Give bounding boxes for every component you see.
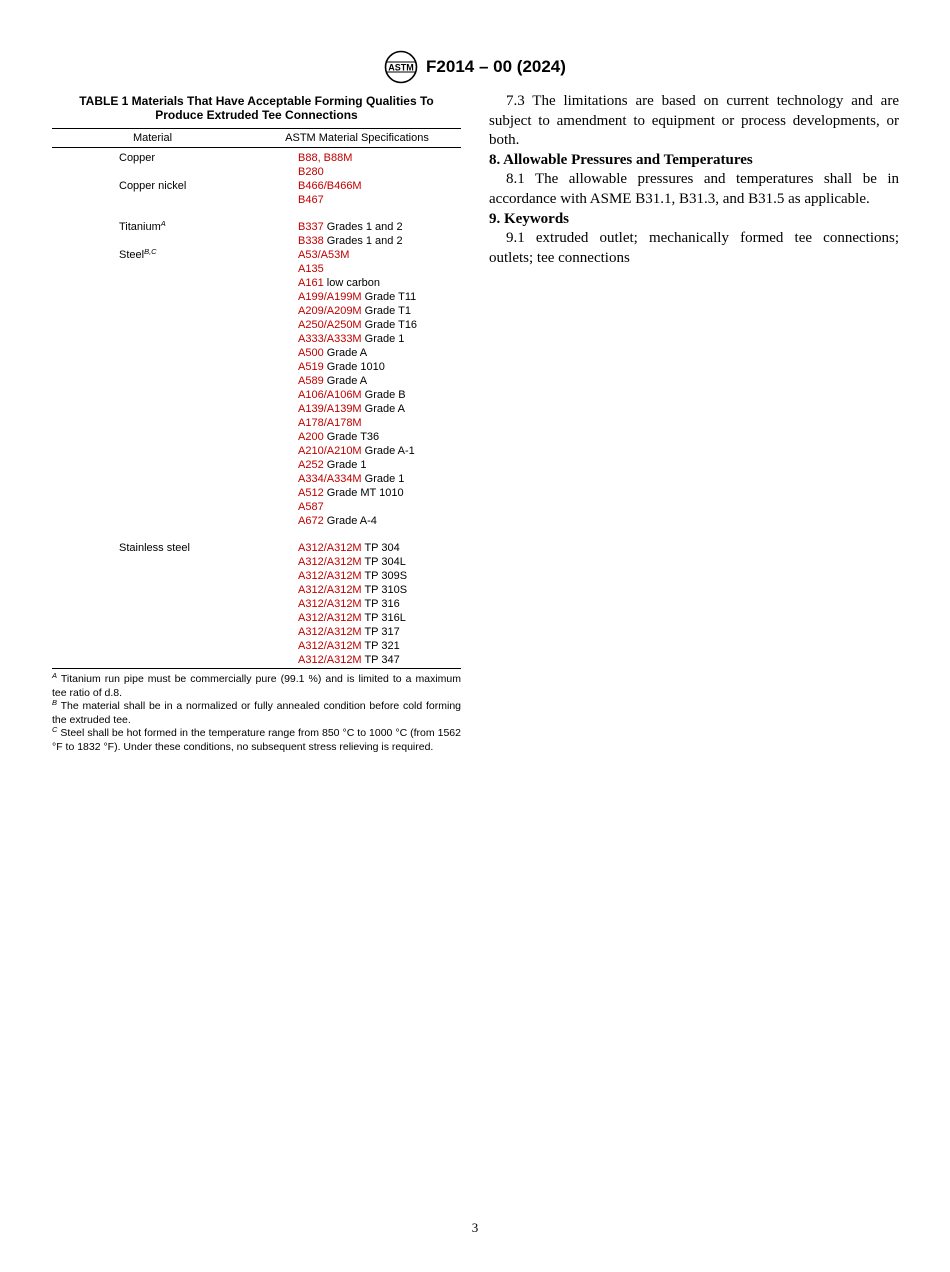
table-row [52, 220, 461, 234]
material-cell [52, 486, 253, 500]
spacer-row [52, 207, 461, 220]
footnote: $^C$ Steel shall be hot formed in the temperature range from 850 °C to 1000 °C (from 1562 °F to 1832 °F). Under these conditions, no subsequent stress relieving is required. [52, 725, 461, 753]
spec-cell [253, 569, 461, 583]
spec-cell [253, 611, 461, 625]
table-row [52, 248, 461, 262]
spec-cell [253, 276, 461, 290]
table-row [52, 346, 461, 360]
spec-grade: Grade T36 [323, 431, 380, 443]
section-8-heading: 8. Allowable Pressures and Temperatures [489, 151, 753, 168]
spec-reference-link[interactable]: A334/A334M [298, 473, 362, 485]
table-row [52, 430, 461, 444]
spec-reference-link[interactable]: A312/A312M [298, 542, 362, 554]
material-cell [52, 318, 253, 332]
material-cell [52, 262, 253, 276]
spec-grade: Grade 1 [361, 333, 405, 345]
spec-reference-link[interactable]: A139/A139M [298, 403, 362, 415]
spec-reference-link[interactable]: A312/A312M [298, 598, 362, 610]
material-cell [52, 332, 253, 346]
paragraph-7-3: 7.3 The limitations are based on current technology and are subject to amendment to equipment or process developments, or both. [489, 93, 899, 149]
spec-reference-link[interactable]: A589 [298, 375, 324, 387]
spec-grade: Grade B [361, 389, 406, 401]
spec-grade: Grade MT 1010 [323, 487, 404, 499]
spec-reference-link[interactable]: A135 [298, 263, 324, 275]
spec-reference-link[interactable]: A210/A210M [298, 445, 362, 457]
material-cell: Stainless steel [119, 542, 190, 554]
table-row [52, 276, 461, 290]
table-row [52, 514, 461, 528]
material-cell [52, 569, 253, 583]
spec-cell [253, 639, 461, 653]
material-cell: Titanium$^A$ [119, 219, 166, 233]
spec-cell [253, 500, 461, 514]
table-row [52, 653, 461, 668]
spec-cell [253, 193, 461, 207]
page-number: 3 [471, 1220, 479, 1235]
spec-reference-link[interactable]: A312/A312M [298, 654, 362, 666]
material-cell [52, 458, 253, 472]
paragraph-9-1: 9.1 extruded outlet; mechanically formed tee connections; outlets; tee connections [489, 230, 899, 266]
spec-cell [253, 430, 461, 444]
spec-reference-link[interactable]: A312/A312M [298, 556, 362, 568]
material-cell [52, 611, 253, 625]
table-row [52, 234, 461, 248]
spec-cell [253, 541, 461, 555]
material-cell [52, 290, 253, 304]
table-row [52, 486, 461, 500]
spec-cell [253, 234, 461, 248]
spec-reference-link[interactable]: A209/A209M [298, 305, 362, 317]
spec-cell [253, 360, 461, 374]
table-row [52, 541, 461, 555]
table-row [52, 500, 461, 514]
material-cell [52, 444, 253, 458]
table-row [52, 597, 461, 611]
astm-logo-icon [384, 50, 418, 84]
material-cell [52, 472, 253, 486]
spec-reference-link[interactable]: B337 [298, 221, 324, 233]
material-cell [52, 374, 253, 388]
material-cell [52, 430, 253, 444]
spec-cell [253, 402, 461, 416]
table-row [52, 332, 461, 346]
spec-cell [253, 625, 461, 639]
column-header-material: Material [132, 132, 173, 144]
spec-cell [253, 583, 461, 597]
spec-reference-link[interactable]: A53/A53M [298, 249, 350, 261]
table-row [52, 179, 461, 193]
table-bottom-rule [52, 668, 461, 669]
spec-cell [253, 248, 461, 262]
spec-grade: TP 304 [361, 542, 400, 554]
spec-reference-link[interactable]: B338 [298, 235, 324, 247]
material-cell [52, 276, 253, 290]
table-row [52, 625, 461, 639]
material-cell [52, 165, 253, 179]
material-cell [52, 402, 253, 416]
footnote: $^A$ Titanium run pipe must be commercially pure (99.1 %) and is limited to a maximum tee ratio of d.8. [52, 671, 461, 699]
table-row [52, 555, 461, 569]
material-cell [52, 346, 253, 360]
material-cell [52, 234, 253, 248]
spec-grade: Grade T11 [361, 291, 417, 303]
material-cell: Steel$^{B,C}$ [119, 247, 157, 261]
table-row [52, 458, 461, 472]
footnote-mark: A [160, 219, 166, 228]
spec-cell [253, 179, 461, 193]
spec-reference-link[interactable]: A672 [298, 515, 324, 527]
material-cell [52, 360, 253, 374]
material-cell [52, 555, 253, 569]
spec-reference-link[interactable]: B467 [298, 194, 324, 206]
spec-reference-link[interactable]: A312/A312M [298, 626, 362, 638]
table-row [52, 388, 461, 402]
spec-grade: Grade A [323, 347, 368, 359]
spec-reference-link[interactable]: A587 [298, 501, 324, 513]
spec-cell [253, 332, 461, 346]
spec-grade: TP 321 [361, 640, 400, 652]
spec-cell [253, 318, 461, 332]
table-row [52, 360, 461, 374]
column-header-specs: ASTM Material Specifications [285, 132, 429, 144]
material-cell [52, 597, 253, 611]
spec-cell [253, 444, 461, 458]
table-row [52, 262, 461, 276]
spec-grade: TP 309S [361, 570, 408, 582]
material-cell [52, 416, 253, 430]
material-cell [52, 625, 253, 639]
spec-reference-link[interactable]: B466/B466M [298, 180, 362, 192]
material-cell [52, 514, 253, 528]
spec-grade: TP 316 [361, 598, 400, 610]
spec-grade: low carbon [323, 277, 380, 289]
spec-grade: Grade T16 [361, 319, 418, 331]
spec-grade: Grade A [323, 375, 368, 387]
spec-reference-link[interactable]: A500 [298, 347, 324, 359]
spec-reference-link[interactable]: A512 [298, 487, 324, 499]
material-cell [52, 639, 253, 653]
table-row [52, 444, 461, 458]
paragraph-8-1: 8.1 The allowable pressures and temperatures shall be in accordance with ASME B31.1, B31.3, and B31.5 as applicable. [489, 171, 899, 207]
material-cell [52, 304, 253, 318]
spec-reference-link[interactable]: A333/A333M [298, 333, 362, 345]
spec-cell [253, 555, 461, 569]
spec-grade: Grades 1 and 2 [323, 235, 403, 247]
table-row [52, 639, 461, 653]
materials-table-block [52, 94, 461, 755]
spec-cell [253, 165, 461, 179]
table-row [52, 165, 461, 179]
spec-grade: TP 316L [361, 612, 406, 624]
spec-grade: Grades 1 and 2 [323, 221, 403, 233]
spec-reference-link[interactable]: A519 [298, 361, 324, 373]
spec-grade: Grade A [361, 403, 406, 415]
table-row [52, 148, 461, 165]
spec-reference-link[interactable]: A199/A199M [298, 291, 362, 303]
spec-cell [253, 597, 461, 611]
spec-cell [253, 290, 461, 304]
table-row [52, 402, 461, 416]
spec-grade: TP 347 [361, 654, 400, 666]
spec-cell [253, 486, 461, 500]
spec-reference-link[interactable]: A312/A312M [298, 570, 362, 582]
spec-reference-link[interactable]: A200 [298, 431, 324, 443]
standard-designation: F2014 – 00 (2024) [426, 57, 566, 76]
table-row [52, 583, 461, 597]
spec-grade: TP 310S [361, 584, 408, 596]
spec-reference-link[interactable]: A312/A312M [298, 584, 362, 596]
spacer-row [52, 528, 461, 541]
material-cell [52, 583, 253, 597]
table-row [52, 290, 461, 304]
spec-reference-link[interactable]: B280 [298, 166, 324, 178]
material-cell [52, 388, 253, 402]
table-row [52, 416, 461, 430]
spec-cell [253, 304, 461, 318]
table-caption: TABLE 1 Materials That Have Acceptable Forming Qualities To Produce Extruded Tee Connections [79, 94, 434, 122]
table-row [52, 318, 461, 332]
spec-reference-link[interactable]: A161 [298, 277, 324, 289]
table-row [52, 472, 461, 486]
spec-cell [253, 388, 461, 402]
logo-text: ASTM [388, 62, 414, 73]
spec-cell [253, 653, 461, 668]
spec-cell [253, 262, 461, 276]
spec-reference-link[interactable]: A106/A106M [298, 389, 362, 401]
material-cell [52, 500, 253, 514]
spec-cell [253, 148, 461, 165]
table-row [52, 611, 461, 625]
material-cell: Copper [119, 152, 156, 164]
spec-reference-link[interactable]: A250/A250M [298, 319, 362, 331]
spec-grade: Grade A-4 [323, 515, 377, 527]
spec-reference-link[interactable]: A312/A312M [298, 640, 362, 652]
spec-reference-link[interactable]: B88, B88M [298, 152, 353, 164]
section-9-heading: 9. Keywords [489, 210, 569, 227]
spec-cell [253, 458, 461, 472]
table-body [52, 148, 461, 668]
spec-cell [253, 220, 461, 234]
spec-cell [253, 472, 461, 486]
spec-grade: Grade 1 [323, 459, 367, 471]
spec-grade: TP 304L [361, 556, 406, 568]
spec-cell [253, 374, 461, 388]
material-cell [52, 193, 253, 207]
material-cell [52, 653, 253, 668]
spec-grade: TP 317 [361, 626, 400, 638]
page-header [0, 50, 950, 89]
materials-table [52, 129, 461, 668]
table-row [52, 193, 461, 207]
table-footnotes [52, 673, 461, 755]
table-row [52, 304, 461, 318]
spec-cell [253, 514, 461, 528]
spec-cell [253, 416, 461, 430]
spec-grade: Grade T1 [361, 305, 411, 317]
table-row [52, 374, 461, 388]
spec-grade: Grade 1010 [323, 361, 385, 373]
spec-reference-link[interactable]: A178/A178M [298, 417, 362, 429]
table-row [52, 569, 461, 583]
spec-grade: Grade 1 [361, 473, 405, 485]
footnote-mark: B,C [144, 247, 157, 256]
spec-cell [253, 346, 461, 360]
footnote: $^B$ The material shall be in a normalized or fully annealed condition before cold forming the extruded tee. [52, 698, 461, 726]
spec-reference-link[interactable]: A312/A312M [298, 612, 362, 624]
spec-reference-link[interactable]: A252 [298, 459, 324, 471]
spec-grade: Grade A-1 [361, 445, 415, 457]
body-text-column [489, 92, 899, 268]
material-cell: Copper nickel [119, 180, 187, 192]
